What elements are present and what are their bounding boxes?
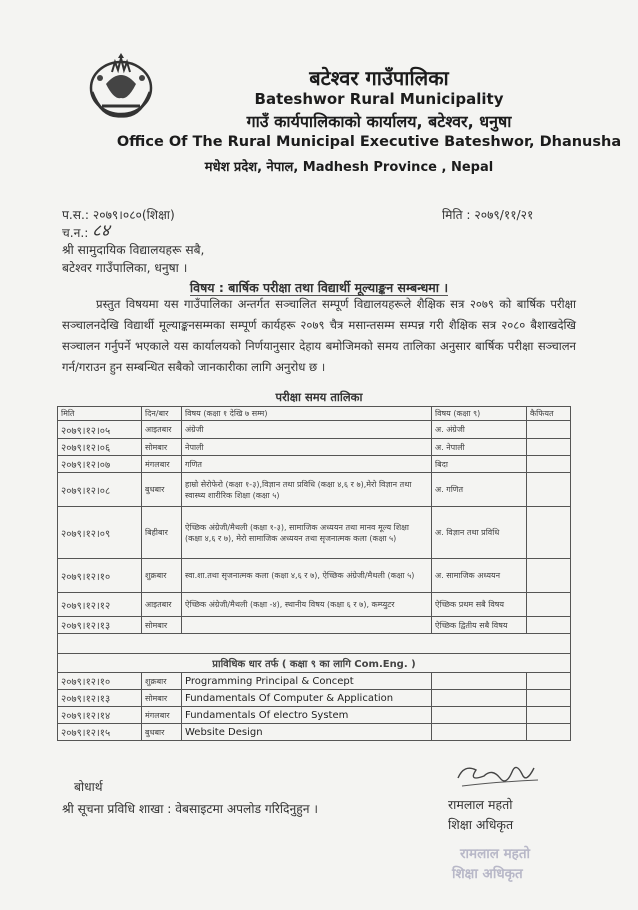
tech-cell-subject: Programming Principal & Concept	[182, 673, 432, 690]
cell-day: आइतबार	[142, 593, 182, 617]
cell-date: २०७९।१२।१२	[58, 593, 142, 617]
municipality-name-nepali: बटेश्वर गाउँपालिका	[309, 66, 449, 90]
addressee-line-1: श्री सामुदायिक विद्यालयहरू सबै,	[62, 243, 205, 257]
tech-cell-subject: Fundamentals Of Computer & Application	[182, 690, 432, 707]
cell-day: सोमबार	[142, 617, 182, 634]
tech-cell-subject: Fundamentals Of electro System	[182, 707, 432, 724]
tech-cell-remarks	[527, 707, 571, 724]
technical-section-row	[58, 654, 571, 673]
body-paragraph: प्रस्तुत विषयमा यस गाउँपालिका अन्तर्गत सञ्चालित सम्पूर्ण विद्यालयहरूले शैक्षिक सत्र २०७९ को बार्षिक परीक्षा सञ्चालनदेखि विद्यार्थी मूल्याङ्कनसम्मका सम्पूर्ण कार्यहरू २०७९ चैत्र मसान्तसम्म सम्पन्न गरी शैक्षिक सत्र २०८० बैशाखदेखि सञ्चालन गर्नुपर्ने भएकाले यस कार्यालयको निर्णयानुसार देहाय बमोजिमको समय तालिका अनुसार बार्षिक परीक्षा सञ्चालन गर्न/गराउन हुन सम्बन्धित सबैको जानकारीका लागि अनुरोध छ ।	[62, 297, 576, 374]
technical-row	[58, 690, 571, 707]
subject-text: विषय : बार्षिक परीक्षा तथा विद्यार्थी मूल्याङ्कन सम्बन्धमा ।	[189, 280, 449, 295]
cell-subject-9: ऐच्छिक द्वितीय सबै विषय	[432, 617, 527, 634]
table-row	[58, 456, 571, 473]
cell-day: सोमबार	[142, 439, 182, 456]
tech-cell-empty	[432, 673, 527, 690]
stamp-title: शिक्षा अधिकृत	[452, 866, 523, 882]
cell-subject-9: अ. विज्ञान तथा प्रविधि	[432, 507, 527, 559]
cell-subject	[182, 617, 432, 634]
tech-cell-empty	[432, 724, 527, 741]
cell-date: २०७९।१२।०५	[58, 421, 142, 439]
tech-cell-day: सोमबार	[142, 690, 182, 707]
letter-date: मिति : २०७९/११/२१	[442, 208, 534, 222]
table-blank-row	[58, 634, 571, 654]
cell-subject-9: ऐच्छिक प्रथम सबै विषय	[432, 593, 527, 617]
cell-day: आइतबार	[142, 421, 182, 439]
signer-title: शिक्षा अधिकृत	[448, 817, 514, 832]
cell-day: मंगलबार	[142, 456, 182, 473]
cell-subject-9: अ. गणित	[432, 473, 527, 507]
table-row	[58, 507, 571, 559]
dispatch-number: ८४	[92, 221, 110, 241]
dispatch-label: च.न.:	[62, 226, 89, 240]
table-row	[58, 473, 571, 507]
table-header-row	[58, 407, 571, 421]
tech-cell-date: २०७९।१२।१४	[58, 707, 142, 724]
cell-remarks	[527, 617, 571, 634]
table-row	[58, 593, 571, 617]
header-remarks: कैफियत	[527, 407, 571, 421]
tech-cell-empty	[432, 707, 527, 724]
cell-day: बिहीबार	[142, 507, 182, 559]
tech-cell-date: २०७९।१२।१०	[58, 673, 142, 690]
cell-date: २०७९।१२।०६	[58, 439, 142, 456]
cell-date: २०७९।१२।१३	[58, 617, 142, 634]
table-row	[58, 439, 571, 456]
cell-remarks	[527, 439, 571, 456]
header-subject-1-7: विषय (कक्षा १ देखि ७ सम्म)	[182, 407, 432, 421]
cell-subject: ऐच्छिक अंग्रेजी/मैथली (कक्षा -४), स्थानीय विषय (कक्षा ६ र ७), कम्प्युटर	[182, 593, 432, 617]
header-day: दिन/बार	[142, 407, 182, 421]
technical-row	[58, 673, 571, 690]
cc-label: बोधार्थ	[74, 780, 103, 794]
header-date: मिति	[58, 407, 142, 421]
cell-subject: ऐच्छिक अंग्रेजी/मैथली (कक्षा १-३), सामाजिक अध्ययन तथा मानव मूल्य शिक्षा (कक्षा ४,६ र ७), मेरो सामाजिक अध्ययन तथा सृजनात्मक कला (कक्षा ५)	[182, 507, 432, 559]
cell-date: २०७९।१२।०९	[58, 507, 142, 559]
cell-remarks	[527, 456, 571, 473]
cell-subject-9: अ. अंग्रेजी	[432, 421, 527, 439]
office-name-english: Office Of The Rural Municipal Executive Bateshwor, Dhanusha	[116, 134, 622, 150]
addressee-line-2: बटेश्वर गाउँपालिका, धनुषा ।	[62, 261, 188, 275]
tech-cell-remarks	[527, 724, 571, 741]
blank-cell	[58, 634, 571, 654]
cell-subject: स्वा.शा.तथा सृजनात्मक कला (कक्षा ४,६ र ७), ऐच्छिक अंग्रेजी/मैथली (कक्षा ५)	[182, 559, 432, 593]
cell-remarks	[527, 421, 571, 439]
technical-section-title: प्राविधिक धार तर्फ ( कक्षा ९ का लागि Com.Eng. )	[58, 654, 571, 673]
cell-subject-9: बिदा	[432, 456, 527, 473]
table-row	[58, 617, 571, 634]
cell-date: २०७९।१२।१०	[58, 559, 142, 593]
tech-cell-date: २०७९।१२।१३	[58, 690, 142, 707]
header-subject-9: विषय (कक्षा ९)	[432, 407, 527, 421]
cc-line: श्री सूचना प्रविधि शाखा : वेबसाइटमा अपलोड गरिदिनुहुन ।	[62, 802, 318, 816]
tech-cell-day: मंगलबार	[142, 707, 182, 724]
technical-row	[58, 724, 571, 741]
office-name-nepali: गाउँ कार्यपालिकाको कार्यालय, बटेश्वर, धनुषा	[246, 112, 512, 131]
cell-subject: अंग्रेजी	[182, 421, 432, 439]
cell-subject: नेपाली	[182, 439, 432, 456]
tech-cell-remarks	[527, 690, 571, 707]
table-row	[58, 559, 571, 593]
cell-remarks	[527, 559, 571, 593]
cell-remarks	[527, 507, 571, 559]
cell-subject: गणित	[182, 456, 432, 473]
cell-date: २०७९।१२।०७	[58, 456, 142, 473]
tech-cell-date: २०७९।१२।१५	[58, 724, 142, 741]
reference-number: प.स.: २०७९।०८०(शिक्षा)	[62, 208, 175, 222]
table-row	[58, 421, 571, 439]
tech-cell-empty	[432, 690, 527, 707]
signature-icon	[454, 756, 544, 796]
tech-cell-day: बुधबार	[142, 724, 182, 741]
cell-date: २०७९।१२।०८	[58, 473, 142, 507]
cell-subject: हाम्रो सेरोफेरो (कक्षा १-३),विज्ञान तथा प्रविधि (कक्षा ४,६ र ७),मेरो विज्ञान तथा स्वास्थ्य शारीरिक शिक्षा (कक्षा ५)	[182, 473, 432, 507]
cell-subject-9: अ. सामाजिक अध्ययन	[432, 559, 527, 593]
stamp-name: रामलाल महतो	[460, 846, 531, 862]
province-line: मधेश प्रदेश, नेपाल, Madhesh Province , Nepal	[204, 160, 494, 175]
technical-row	[58, 707, 571, 724]
exam-schedule-table	[57, 406, 571, 741]
tech-cell-day: शुक्रबार	[142, 673, 182, 690]
cell-remarks	[527, 593, 571, 617]
cell-subject-9: अ. नेपाली	[432, 439, 527, 456]
cell-day: बुधबार	[142, 473, 182, 507]
cell-day: शुक्रबार	[142, 559, 182, 593]
tech-cell-subject: Website Design	[182, 724, 432, 741]
cell-remarks	[527, 473, 571, 507]
table-title: परीक्षा समय तालिका	[275, 390, 363, 404]
signer-name: रामलाल महतो	[448, 797, 513, 812]
tech-cell-remarks	[527, 673, 571, 690]
municipality-name-english: Bateshwor Rural Municipality	[254, 90, 504, 108]
